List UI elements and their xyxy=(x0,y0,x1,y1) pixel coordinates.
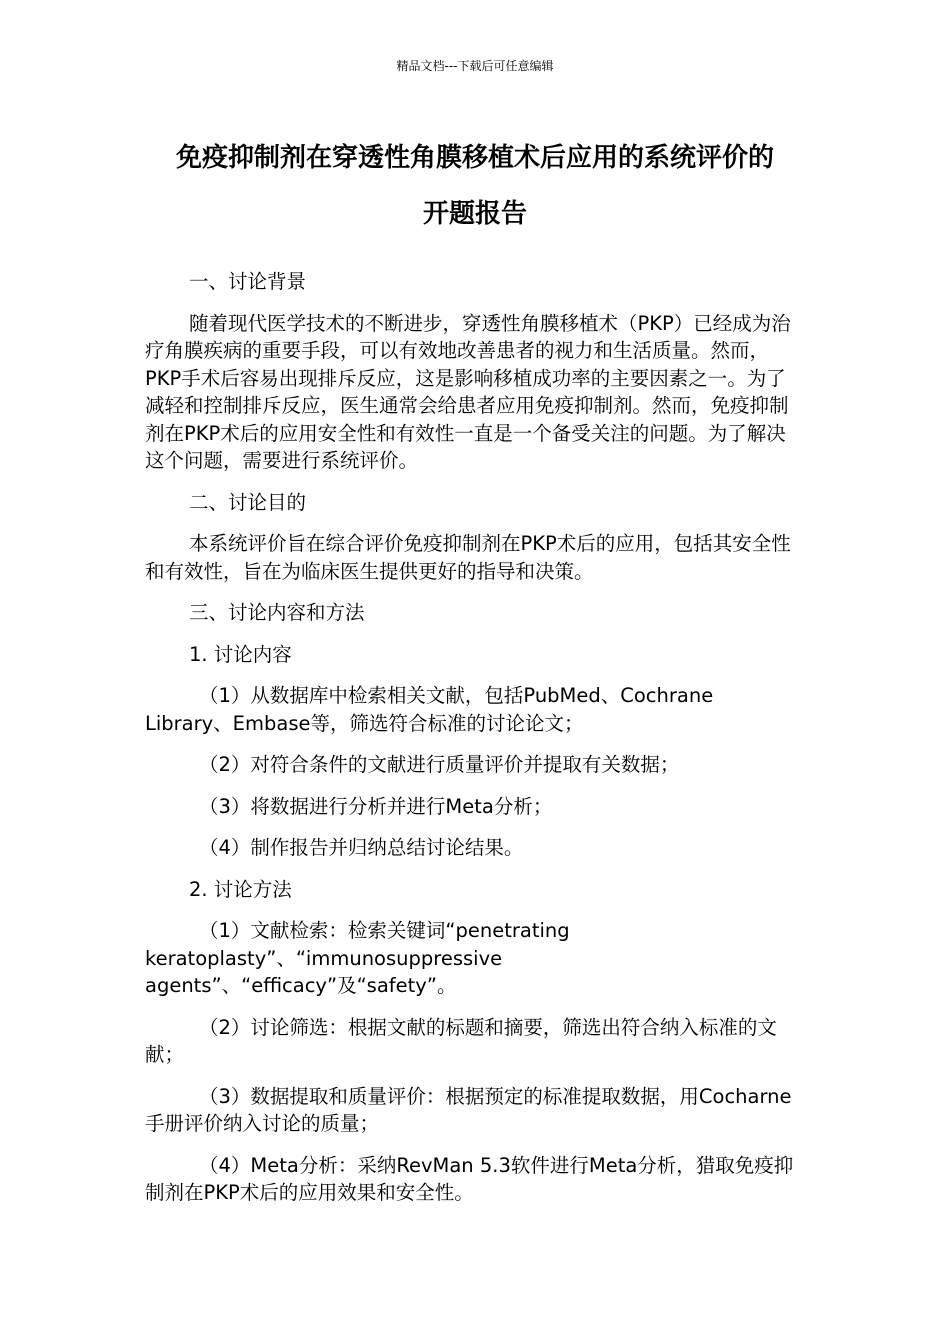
content-item: （1）从数据库中检索相关文献，包括PubMed、Cochrane Library、Embase等，筛选符合标准的讨论论文； xyxy=(145,684,714,735)
section-heading-content-method: 三、讨论内容和方法 xyxy=(189,601,365,624)
content-item: （2）对符合条件的文献进行质量评价并提取有关数据； xyxy=(199,753,680,776)
content-item: （3）将数据进行分析并进行Meta分析； xyxy=(199,794,553,818)
method-item: （2）讨论筛选：根据文献的标题和摘要，筛选出符合纳入标准的文献； xyxy=(145,1015,777,1066)
purpose-paragraph: 本系统评价旨在综合评价免疫抑制剂在PKP术后的应用，包括其安全性和有效性，旨在为临床医生提供更好的指导和决策。 xyxy=(145,532,791,583)
method-item: （3）数据提取和质量评价：根据预定的标准提取数据，用Cocharne手册评价纳入讨论的质量； xyxy=(145,1084,792,1135)
content-item: （4）制作报告并归纳总结讨论结果。 xyxy=(199,836,524,859)
document-body xyxy=(145,268,805,1221)
title-line-1: 免疫抑制剂在穿透性角膜移植术后应用的系统评价的 xyxy=(175,143,774,173)
content-subheading: 1. 讨论内容 xyxy=(189,642,292,666)
method-subheading: 2. 讨论方法 xyxy=(189,877,292,901)
method-item: （1）文献检索：检索关键词“penetrating keratoplasty”、“immunosuppressive agents”、“efficacy”及“safety”。 xyxy=(145,919,570,997)
header-note: 精品文档---下载后可任意编辑 xyxy=(396,59,554,73)
section-heading-background: 一、讨论背景 xyxy=(189,270,307,293)
background-paragraph: 随着现代医学技术的不断进步，穿透性角膜移植术（PKP）已经成为治疗角膜疾病的重要手段，可以有效地改善患者的视力和生活质量。然而，PKP手术后容易出现排斥反应，这是影响移植成功率的主要因素之一。为了减轻和控制排斥反应，医生通常会给患者应用免疫抑制剂。然而，免疫抑制剂在PKP术后的应用安全性和有效性一直是一个备受关注的问题。为了解决这个问题，需要进行系统评价。 xyxy=(145,311,791,472)
section-heading-purpose: 二、讨论目的 xyxy=(189,490,307,514)
method-item: （4）Meta分析：采纳RevMan 5.3软件进行Meta分析，猎取免疫抑制剂在PKP术后的应用效果和安全性。 xyxy=(145,1153,794,1204)
title-line-2: 开题报告 xyxy=(422,199,527,229)
document-title xyxy=(140,130,810,242)
